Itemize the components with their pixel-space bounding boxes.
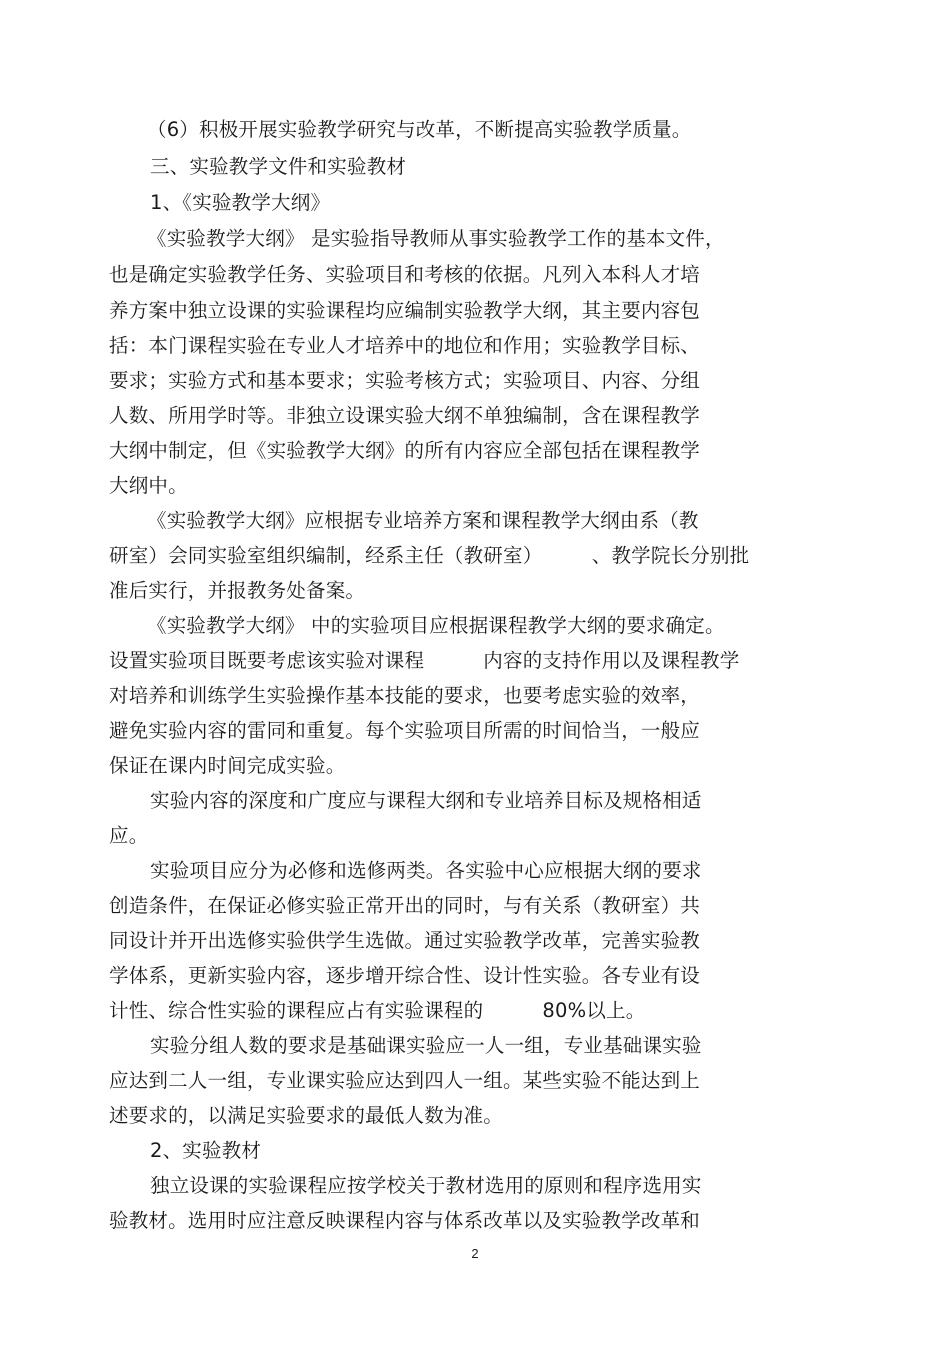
subsection-heading: 1、《实验教学大纲》 bbox=[150, 191, 331, 214]
text-line: 实验内容的深度和广度应与课程大纲和专业培养目标及规格相适 bbox=[150, 789, 702, 812]
text-line: 计性、综合性实验的课程应占有实验课程的 80%以上。 bbox=[109, 999, 646, 1022]
text-line: 大纲中。 bbox=[109, 474, 188, 497]
text-line: 保证在课内时间完成实验。 bbox=[109, 754, 346, 777]
text-line: 创造条件，在保证必修实验正常开出的同时，与有关系（教研室）共 bbox=[109, 894, 701, 917]
text-line: 述要求的，以满足实验要求的最低人数为准。 bbox=[109, 1104, 504, 1127]
text-line: 研室）会同实验室组织编制，经系主任（教研室） 、教学院长分别批 bbox=[109, 544, 750, 567]
text-line: 准后实行，并报教务处备案。 bbox=[109, 579, 366, 602]
text-line: 人数、所用学时等。非独立设课实验大纲不单独编制，含在课程教学 bbox=[109, 404, 701, 427]
text-line: 实验分组人数的要求是基础课实验应一人一组，专业基础课实验 bbox=[150, 1034, 702, 1057]
text-line: 《实验教学大纲》 是实验指导教师从事实验教学工作的基本文件， bbox=[147, 227, 725, 250]
page-number: 2 bbox=[471, 1246, 479, 1261]
text-line: 应。 bbox=[109, 824, 149, 847]
text-line: 应达到二人一组，专业课实验应达到四人一组。某些实验不能达到上 bbox=[109, 1069, 701, 1092]
subsection-heading: 2、实验教材 bbox=[150, 1139, 262, 1162]
text-line: 同设计并开出选修实验供学生选做。通过实验教学改革，完善实验教 bbox=[109, 929, 701, 952]
text-line: 大纲中制定，但《实验教学大纲》的所有内容应全部包括在课程教学 bbox=[109, 439, 701, 462]
text-line: 也是确定实验教学任务、实验项目和考核的依据。凡列入本科人才培 bbox=[109, 263, 701, 286]
text-line: 独立设课的实验课程应按学校关于教材选用的原则和程序选用实 bbox=[150, 1174, 702, 1197]
text-line: 实验项目应分为必修和选修两类。各实验中心应根据大纲的要求 bbox=[150, 859, 702, 882]
section-heading: 三、实验教学文件和实验教材 bbox=[150, 155, 407, 178]
text-line: 《实验教学大纲》应根据专业培养方案和课程教学大纲由系（教 bbox=[147, 509, 699, 532]
text-line: 对培养和训练学生实验操作基本技能的要求，也要考虑实验的效率， bbox=[109, 684, 701, 707]
text-line: 避免实验内容的雷同和重复。每个实验项目所需的时间恰当，一般应 bbox=[109, 719, 701, 742]
text-line: 学体系，更新实验内容，逐步增开综合性、设计性实验。各专业有设 bbox=[109, 964, 701, 987]
text-line: 验教材。选用时应注意反映课程内容与体系改革以及实验教学改革和 bbox=[109, 1209, 701, 1232]
text-line: 要求；实验方式和基本要求；实验考核方式；实验项目、内容、分组 bbox=[109, 369, 701, 392]
text-line: 设置实验项目既要考虑该实验对课程 内容的支持作用以及课程教学 bbox=[109, 649, 740, 672]
text-line: 养方案中独立设课的实验课程均应编制实验教学大纲，其主要内容包 bbox=[109, 299, 701, 322]
text-line: （6）积极开展实验教学研究与改革，不断提高实验教学质量。 bbox=[147, 118, 692, 141]
text-line: 括：本门课程实验在专业人才培养中的地位和作用；实验教学目标、 bbox=[109, 334, 701, 357]
text-line: 《实验教学大纲》 中的实验项目应根据课程教学大纲的要求确定。 bbox=[147, 614, 725, 637]
